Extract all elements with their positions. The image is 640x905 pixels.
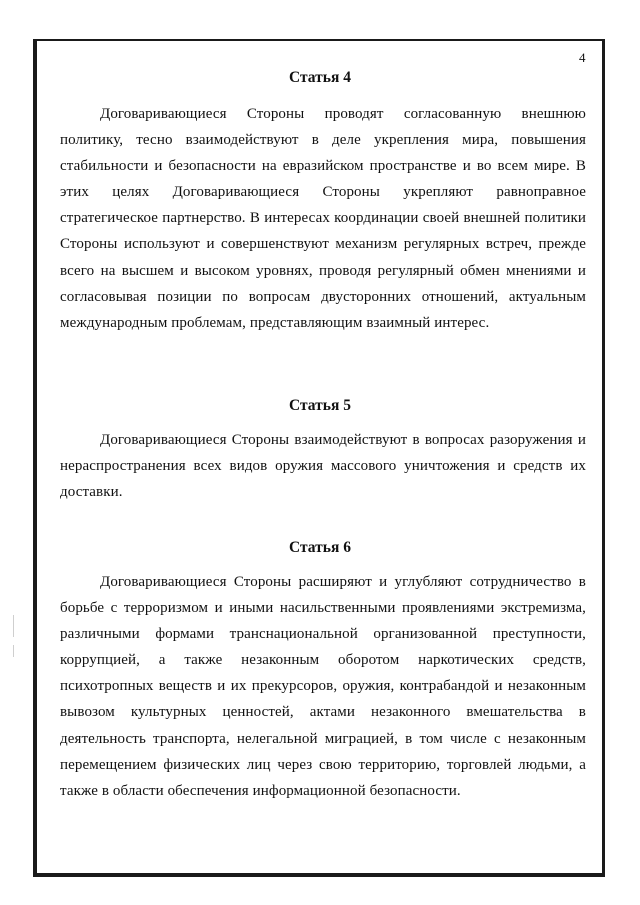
scan-artifact-mark: [13, 645, 14, 657]
page-number: 4: [579, 50, 586, 65]
article-5-text: Договаривающиеся Стороны взаимодействуют в вопросах разоружения и нераспространения всех видов оружия массового уничтожения и средств их доставки.: [60, 432, 586, 501]
article-6-text: Договаривающиеся Стороны расширяют и углубляют сотрудничество в борьбе с терроризмом и иными насильственными проявлениями экстремизма, различными формами транснациональной организованной преступности, коррупцией, а также незаконным оборотом наркотических средств, психотропных веществ и их прекурсоров, оружия, контрабандой и незаконным вывозом культурных ценностей, актами незаконного вмешательства в деятельность транспорта, нелегальной миграцией, в том числе с незаконным перемещением физических лиц через свою территорию, торговлей людьми, а также в области обеспечения информационной безопасности.: [60, 574, 586, 799]
article-5-heading: Статья 5: [289, 397, 351, 414]
article-6-heading: Статья 6: [289, 539, 351, 556]
article-4-heading: Статья 4: [289, 69, 351, 86]
article-4-text: Договаривающиеся Стороны проводят согласованную внешнюю политику, тесно взаимодействуют в деле укрепления мира, повышения стабильности и безопасности на евразийском пространстве и во всем мире. В этих целях Договаривающиеся Стороны укрепляют равноправное стратегическое партнерство. В интересах координации своей внешней политики Стороны используют и совершенствуют механизм регулярных встреч, прежде всего на высшем и высоком уровнях, проводя регулярный обмен мнениями и согласовывая позиции по вопросам двусторонних отношений, актуальным международным проблемам, представляющим взаимный интерес.: [60, 106, 586, 331]
scan-artifact-mark: [13, 615, 14, 637]
